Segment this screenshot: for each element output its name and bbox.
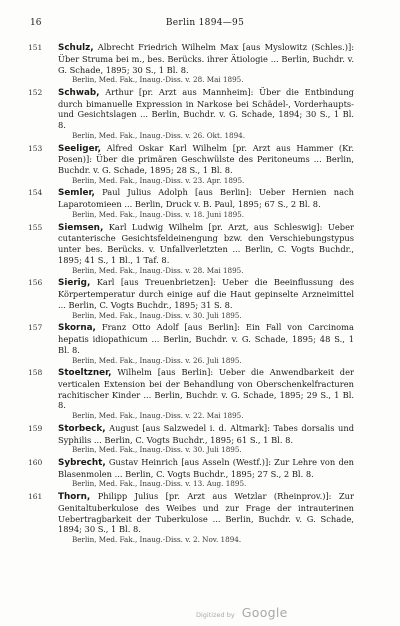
entry-author: Schulz,: [58, 43, 94, 53]
entry-dissertation-note: Berlin, Med. Fak., Inaug.-Diss. v. 28. Mai 1895.: [72, 265, 244, 275]
entry-author: Thorn,: [58, 491, 91, 502]
entry-author: Seeliger,: [58, 143, 101, 154]
entry-number: 161: [28, 491, 43, 501]
google-logo: Google: [241, 605, 288, 620]
list-item: [28, 322, 354, 365]
entry-body: [58, 42, 354, 75]
list-item: [28, 277, 354, 320]
entry-number: 157: [28, 323, 43, 333]
digitized-by-google-watermark: [196, 602, 288, 621]
entry-text: Gustav Heinrich [aus Asseln (Westf.)]: Zur Lehre von den Blasenmolen ... Berlin, C. Vogts Buchdr., 1895; 27 S., 2 Bl. 8.: [58, 456, 355, 479]
entry-list: [28, 42, 354, 547]
entry-number: 154: [28, 188, 43, 198]
entry-text: Paul Julius Adolph [aus Berlin]: Ueber Hernien nach Laparotomieen ... Berlin, Druck v. B. Paul, 1895; 67 S., 2 Bl. 8.: [58, 187, 355, 210]
entry-number: 151: [28, 43, 43, 52]
entry-dissertation-note: Berlin, Med. Fak., Inaug.-Diss. v. 23. Apr. 1895.: [72, 175, 245, 185]
list-item: [28, 367, 354, 421]
entry-author: Sybrecht,: [58, 457, 106, 468]
entry-text: Albrecht Friedrich Wilhelm Max [aus Myslowitz (Schles.)]: Über Struma bei m., bes. Berücks. ihrer Ätiologie ... Berlin, Buchdr. v. G. Schade, 1895; 30 S., 1 Bl. 8.: [58, 42, 354, 75]
entry-author: Schwab,: [58, 87, 100, 98]
entry-text: Philipp Julius [pr. Arzt aus Wetzlar (Rheinprov.)]: Zur Genitaltuberkulose des Weibes und zur Frage der intrauterinen Uebertragbarkeit der Tuberkulose ... Berlin, Buchdr. v. G. Schade, 1894; 30 S., 1 Bl. 8.: [58, 490, 354, 535]
entry-dissertation-note: Berlin, Med. Fak., Inaug.-Diss. v. 18. Juni 1895.: [72, 210, 245, 220]
list-item: [28, 87, 354, 141]
page-number: 16: [30, 18, 42, 28]
entry-author: Siemsen,: [58, 222, 104, 233]
entry-body: [58, 87, 354, 131]
page-header: [30, 18, 338, 30]
entry-dissertation-note: Berlin, Med. Fak., Inaug.-Diss. v. 2. Nov. 1894.: [72, 535, 242, 545]
entry-body: [58, 322, 354, 355]
entry-body: [58, 491, 354, 535]
entry-text: August [aus Salzwedel i. d. Altmark]: Tabes dorsalis und Syphilis ... Berlin, C. Vogts Buchdr., 1895; 61 S., 1 Bl. 8.: [58, 422, 355, 445]
entry-author: Stoeltzner,: [58, 368, 112, 379]
watermark-prefix: Digitized by: [196, 611, 235, 619]
entry-text: Franz Otto Adolf [aus Berlin]: Ein Fall von Carcinoma hepatis idiopathicum ... Berlin, Buchdr. v. G. Schade, 1895; 48 S., 1 Bl. 8.: [58, 322, 354, 355]
entry-body: [58, 187, 354, 210]
list-item: [28, 187, 354, 219]
entry-dissertation-note: Berlin, Med. Fak., Inaug.-Diss. v. 26. Okt. 1894.: [72, 131, 246, 141]
entry-dissertation-note: Berlin, Med. Fak., Inaug.-Diss. v. 30. Juli 1895.: [72, 310, 242, 320]
entry-body: [58, 423, 354, 446]
entry-number: 155: [28, 222, 43, 232]
entry-text: Karl [aus Treuenbrietzen]: Ueber die Beeinflussung des Körpertemperatur durch einige auf die Haut gepinselte Arzneimittel ... Berlin, C. Vogts Buchdr., 1895; 31 S. 8.: [58, 277, 355, 310]
entry-dissertation-note: Berlin, Med. Fak., Inaug.-Diss. v. 28. Mai 1895.: [72, 75, 244, 85]
entry-body: [58, 367, 354, 411]
entry-text: Alfred Oskar Karl Wilhelm [pr. Arzt aus Hammer (Kr. Posen)]: Über die primären Geschwülste des Peritoneums ... Berlin, Buchdr. v. G. Schade, 1895; 28 S., 1 Bl. 8.: [58, 142, 354, 176]
list-item: [28, 457, 354, 489]
entry-text: Wilhelm [aus Berlin]: Ueber die Anwendbarkeit der verticalen Extension bei der Behandlung von Oberschenkelfracturen rachitischer Kinder ... Berlin, Buchdr. v. G. Schade, 1895; 29 S., 1 Bl. 8.: [58, 367, 354, 411]
entry-dissertation-note: Berlin, Med. Fak., Inaug.-Diss. v. 13. Aug. 1895.: [72, 479, 247, 489]
entry-dissertation-note: Berlin, Med. Fak., Inaug.-Diss. v. 26. Juli 1895.: [72, 355, 242, 365]
entry-number: 160: [28, 457, 43, 467]
list-item: [28, 491, 354, 545]
entry-body: [58, 457, 354, 480]
entry-number: 159: [28, 423, 43, 433]
running-title: Berlin 1894—95: [165, 18, 245, 28]
entry-number: 156: [28, 278, 43, 288]
entry-author: Storbeck,: [58, 423, 106, 434]
entry-body: [58, 143, 354, 176]
list-item: [28, 143, 354, 186]
entry-author: Sierig,: [58, 278, 91, 289]
list-item: [28, 423, 354, 455]
entry-text: Karl Ludwig Wilhelm [pr. Arzt, aus Schleswig]: Ueber cutanterische Gesichtsfeldeinengung bzw. den Verschiebungstypus unter bes. Berücks. v. Unfallverletzten ... Berlin, C. Vogts Buchdr., 1895; 41 S., 1 Bl., 1 Taf. 8.: [58, 221, 354, 265]
entry-body: [58, 222, 354, 266]
entry-number: 153: [28, 143, 43, 153]
entry-number: 152: [28, 87, 43, 97]
entry-body: [58, 277, 354, 310]
list-item: [28, 42, 354, 85]
entry-author: Semler,: [58, 188, 95, 199]
entry-number: 158: [28, 368, 43, 378]
entry-text: Arthur [pr. Arzt aus Mannheim]: Über die Entbindung durch bimanuelle Expression in Narkose bei Schädel-, Vorderhaupts- und Gesichtslagen ... Berlin, Buchdr. v. G. Schade, 1894; 30 S., 1 Bl. 8.: [58, 86, 354, 131]
entry-dissertation-note: Berlin, Med. Fak., Inaug.-Diss. v. 30. Juli 1895.: [72, 445, 242, 455]
entry-dissertation-note: Berlin, Med. Fak., Inaug.-Diss. v. 22. Mai 1895.: [72, 411, 244, 421]
list-item: [28, 222, 354, 276]
entry-author: Skorna,: [58, 323, 96, 334]
